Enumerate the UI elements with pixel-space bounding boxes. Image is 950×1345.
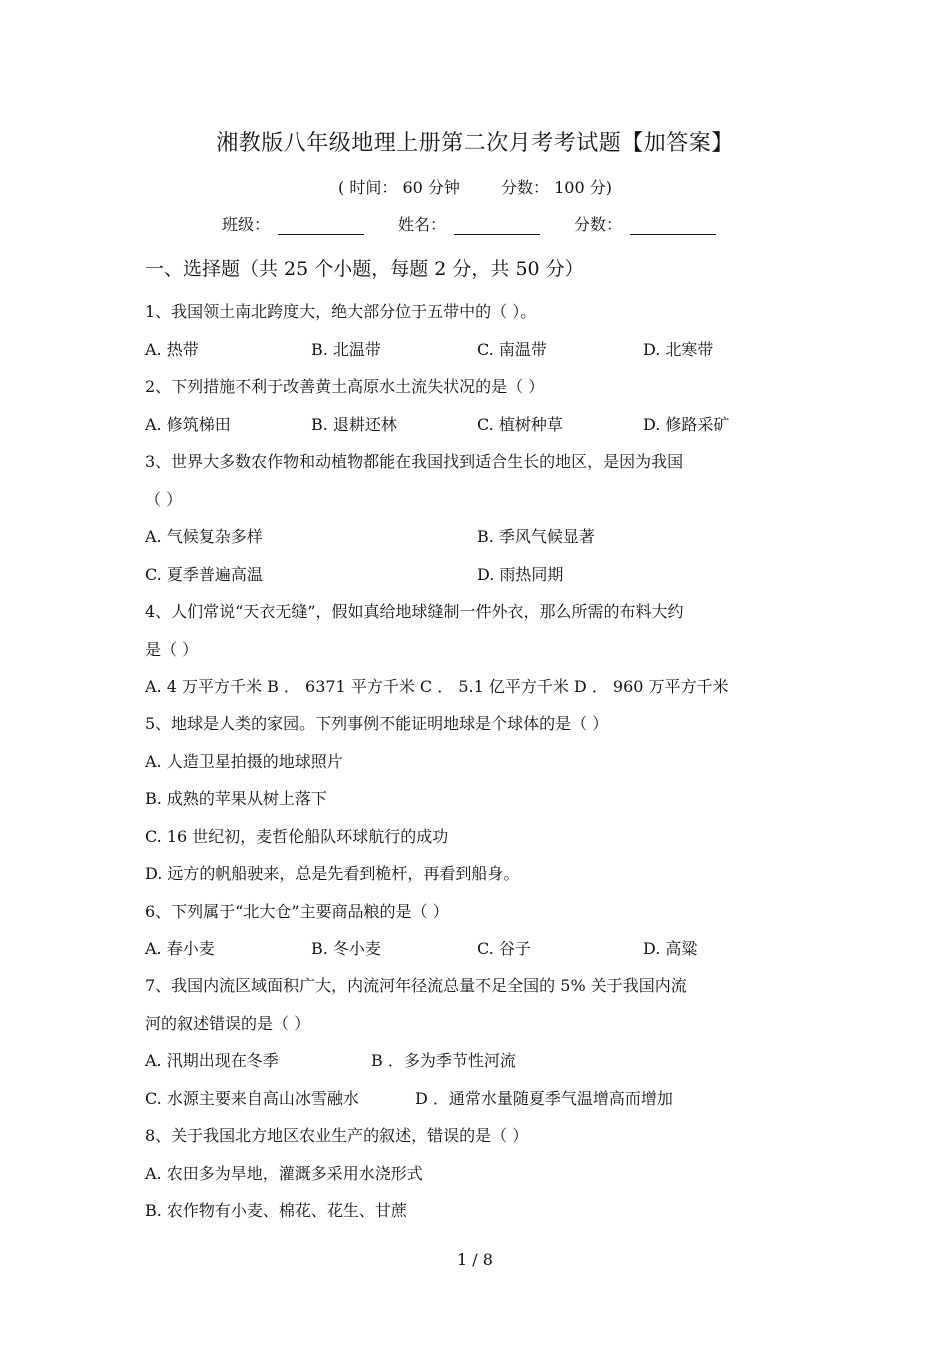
class-field	[222, 212, 364, 235]
question-4-stem: 4、人们常说“天衣无缝”，假如真给地球缝制一件外衣，那么所需的布料大约	[145, 602, 684, 621]
option-d: D. 高粱	[643, 939, 698, 958]
option-c: C. 植树种草	[477, 415, 563, 434]
score-info: 分数： 100 分)	[501, 178, 612, 197]
option-b: B. 退耕还林	[311, 415, 397, 434]
name-blank[interactable]	[454, 214, 540, 235]
option-a: A. 热带	[145, 340, 199, 359]
question-6-stem: 6、下列属于“北大仓”主要商品粮的是（ ）	[145, 902, 449, 921]
exam-meta	[0, 175, 950, 198]
option-c: C. 夏季普遍高温	[145, 565, 263, 584]
question-7-stem: 7、我国内流区域面积广大，内流河年径流总量不足全国的 5% 关于我国内流	[145, 976, 687, 995]
name-label: 姓名：	[398, 215, 447, 234]
question-8-option-a: A. 农田多为旱地，灌溉多采用水浇形式	[145, 1164, 423, 1183]
question-8-stem: 8、关于我国北方地区农业生产的叙述，错误的是（ ）	[145, 1126, 529, 1145]
question-7-options-row2	[145, 1086, 735, 1109]
question-5-option-c: C. 16 世纪初，麦哲伦船队环球航行的成功	[145, 827, 449, 846]
question-3-stem: 3、世界大多数农作物和动植物都能在我国找到适合生长的地区，是因为我国	[145, 452, 684, 471]
question-2-options	[145, 412, 809, 435]
option-d: D. 雨热同期	[477, 565, 564, 584]
option-b: B. 北温带	[311, 340, 381, 359]
question-4-stem-cont: 是（ ）	[145, 640, 199, 659]
name-field	[398, 212, 540, 235]
question-5-option-a: A. 人造卫星拍摄的地球照片	[145, 752, 343, 771]
option-c: C. 南温带	[477, 340, 547, 359]
option-b: B. 季风气候显著	[477, 527, 595, 546]
page-number: 1 / 8	[457, 1250, 493, 1269]
option-d: D ．通常水量随夏季气温增高而增加	[415, 1089, 673, 1108]
question-1-options	[145, 337, 809, 360]
question-5-option-b: B. 成熟的苹果从树上落下	[145, 789, 327, 808]
class-label: 班级：	[222, 215, 271, 234]
question-6-options	[145, 936, 809, 959]
time-info: ( 时间： 60 分钟	[338, 178, 460, 197]
class-blank[interactable]	[278, 214, 364, 235]
exam-title: 湘教版八年级地理上册第二次月考考试题【加答案】	[216, 131, 734, 156]
question-7-options-row1	[145, 1048, 671, 1071]
question-3-stem-cont: （ ）	[145, 490, 183, 509]
question-5-stem: 5、地球是人类的家园。下列事例不能证明地球是个球体的是（ ）	[145, 714, 609, 733]
question-3-options-row2	[145, 562, 809, 585]
option-a: A. 修筑梯田	[145, 415, 231, 434]
option-c: C. 水源主要来自高山冰雪融水	[145, 1089, 359, 1108]
question-7-stem-cont: 河的叙述错误的是（ ）	[145, 1014, 311, 1033]
option-a: A. 汛期出现在冬季	[145, 1051, 279, 1070]
score-field	[574, 212, 716, 235]
option-a: A. 气候复杂多样	[145, 527, 263, 546]
student-info-fields	[222, 212, 716, 235]
section-heading: 一、选择题（共 25 个小题，每题 2 分，共 50 分）	[145, 258, 584, 280]
question-3-options-row1	[145, 524, 809, 547]
option-a: A. 春小麦	[145, 939, 215, 958]
question-8-option-b: B. 农作物有小麦、棉花、花生、甘蔗	[145, 1201, 407, 1220]
question-5-option-d: D. 远方的帆船驶来，总是先看到桅杆，再看到船身。	[145, 864, 520, 883]
option-b: B. 冬小麦	[311, 939, 381, 958]
question-4-options: A. 4 万平方千米 B ． 6371 平方千米 C ． 5.1 亿平方千米 D ． 960 万平方千米	[145, 677, 729, 696]
score-label: 分数：	[574, 215, 623, 234]
question-2-stem: 2、下列措施不利于改善黄土高原水土流失状况的是（ ）	[145, 377, 545, 396]
option-c: C. 谷子	[477, 939, 531, 958]
question-1-stem: 1、我国领土南北跨度大，绝大部分位于五带中的（ ）。	[145, 302, 537, 321]
option-b: B ．多为季节性河流	[371, 1051, 516, 1070]
option-d: D. 修路采矿	[643, 415, 730, 434]
option-d: D. 北寒带	[643, 340, 714, 359]
score-blank[interactable]	[630, 214, 716, 235]
